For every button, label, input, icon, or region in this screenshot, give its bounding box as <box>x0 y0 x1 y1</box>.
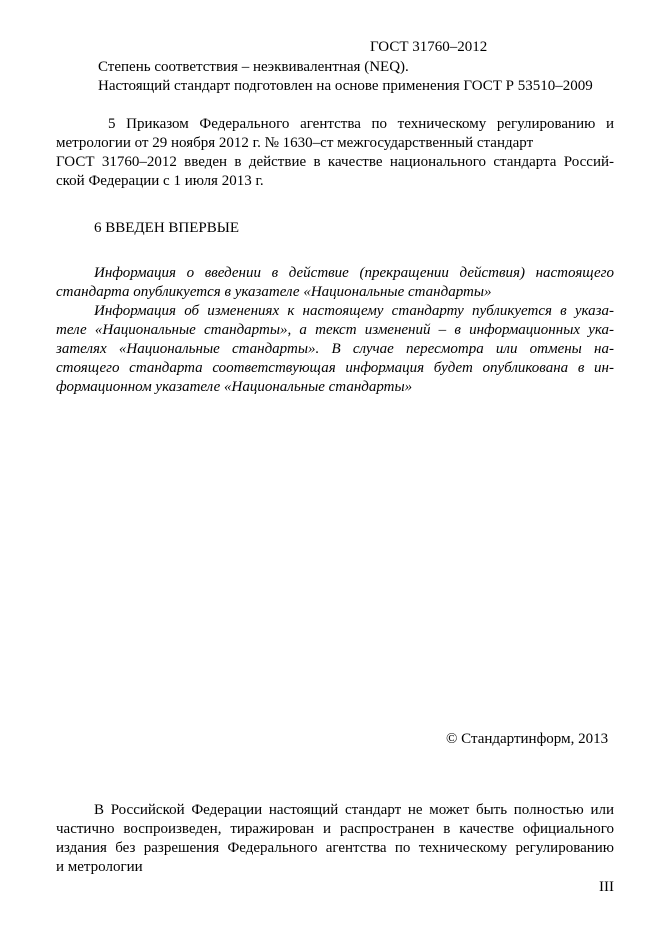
section-6-title: 6 ВВЕДЕН ВПЕРВЫЕ <box>94 220 239 236</box>
info-note-2-line-4: стоящего стандарта соответствующая информация будет опубликована в ин- <box>56 360 614 376</box>
section-5-line-1: 5 Приказом Федерального агентства по техническому регулированию и <box>108 116 614 132</box>
reproduction-line-3: издания без разрешения Федерального агентства по техническому регулированию <box>56 840 614 856</box>
conformity-degree-line: Степень соответствия – неэквивалентная (NEQ). <box>98 59 409 75</box>
reproduction-notice <box>56 801 614 877</box>
page-number: III <box>599 879 614 895</box>
info-notes <box>56 264 614 397</box>
reproduction-line-1: В Российской Федерации настоящий стандарт не может быть полностью или <box>94 802 614 818</box>
info-note-2-line-1: Информация об изменениях к настоящему стандарту публикуется в указа- <box>94 303 614 319</box>
based-on-standard-line: Настоящий стандарт подготовлен на основе применения ГОСТ Р 53510–2009 <box>98 78 593 94</box>
section-5-paragraph <box>56 115 614 191</box>
reproduction-line-2: частично воспроизведен, тиражирован и распространен в качестве официального <box>56 821 614 837</box>
section-5-line-4: ской Федерации с 1 июля 2013 г. <box>56 173 264 189</box>
reproduction-line-4: и метрологии <box>56 859 143 875</box>
copyright-notice: © Стандартинформ, 2013 <box>446 731 609 747</box>
info-note-1-line-2: стандарта опубликуется в указателе «Национальные стандарты» <box>56 284 492 300</box>
standard-code-header: ГОСТ 31760–2012 <box>370 39 488 55</box>
section-5-line-2: метрологии от 29 ноября 2012 г. № 1630–ст межгосударственный стандарт <box>56 135 534 151</box>
info-note-2-line-5: формационном указателе «Национальные стандарты» <box>56 379 413 395</box>
info-note-2-line-3: зателях «Национальные стандарты». В случае пересмотра или отмены на- <box>56 341 614 357</box>
info-note-2-line-2: теле «Национальные стандарты», а текст изменений – в информационных ука- <box>56 322 614 338</box>
section-5-line-3: ГОСТ 31760–2012 введен в действие в качестве национального стандарта Россий- <box>56 154 614 170</box>
info-note-1-line-1: Информация о введении в действие (прекращении действия) настоящего <box>94 265 614 281</box>
